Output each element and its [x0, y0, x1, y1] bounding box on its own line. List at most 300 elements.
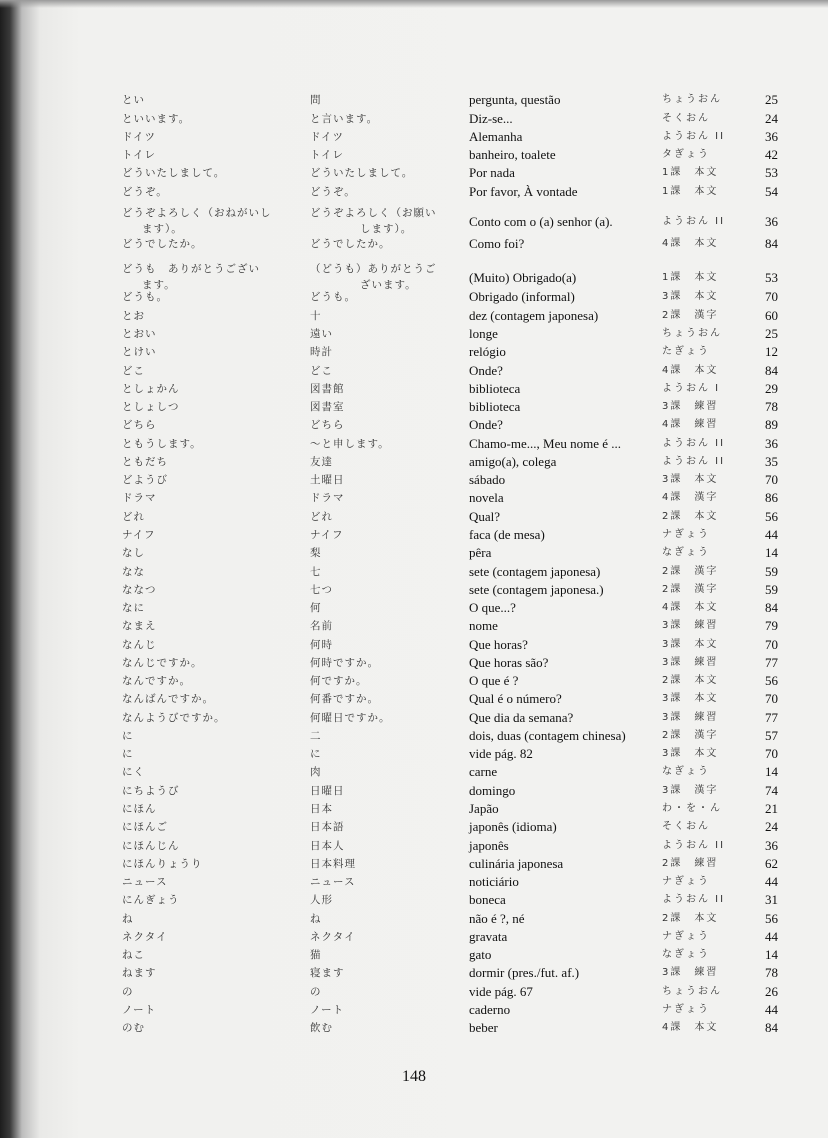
glossary-row: [0, 417, 828, 435]
kana-reading: にく: [122, 766, 145, 778]
kanji-writing: どうぞよろしく（お願い します）。: [310, 207, 437, 235]
kana-reading: ななつ: [122, 584, 157, 596]
kana-reading: なに: [122, 602, 145, 614]
glossary-row: [0, 892, 828, 910]
kana-reading: に: [122, 730, 134, 742]
glossary-row: [0, 436, 828, 454]
reference-page: 44: [765, 929, 778, 944]
reference-page: 35: [765, 454, 778, 469]
glossary-row: [0, 783, 828, 801]
kanji-writing: 七: [310, 566, 322, 578]
kana-reading: どうぞ。: [122, 186, 168, 198]
portuguese-meaning: dois, duas (contagem chinesa): [469, 728, 626, 743]
reference-page: 29: [765, 381, 778, 396]
kanji-writing: どうでしたか。: [310, 238, 391, 250]
portuguese-meaning: Diz-se...: [469, 111, 513, 126]
kanji-writing: の: [310, 986, 322, 998]
kana-reading: どういたしまして。: [122, 167, 226, 179]
kanji-writing: 何時: [310, 639, 333, 651]
reference-page: 60: [765, 308, 778, 323]
glossary-row: [0, 637, 828, 655]
portuguese-meaning: japonês: [469, 838, 509, 853]
portuguese-meaning: relógio: [469, 344, 506, 359]
kanji-writing: ナイフ: [310, 529, 344, 541]
glossary-row: [0, 205, 828, 235]
reference-page: 14: [765, 947, 778, 962]
kanji-writing: 猫: [310, 949, 322, 961]
glossary-row: [0, 984, 828, 1002]
kanji-writing: 遠い: [310, 328, 333, 340]
lesson-reference: 3課 本文: [662, 291, 719, 302]
glossary-row: [0, 289, 828, 307]
kana-reading: とおい: [122, 328, 157, 340]
reference-page: 36: [765, 129, 778, 144]
kana-reading: どうぞよろしく（おねがいし ます）。: [122, 207, 272, 235]
lesson-reference: ようおん II: [662, 894, 726, 905]
lesson-reference: ナぎょう: [662, 931, 710, 942]
reference-page: 70: [765, 289, 778, 304]
kana-reading: の: [122, 986, 134, 998]
reference-page: 70: [765, 637, 778, 652]
lesson-reference: 2課 漢字: [662, 584, 719, 595]
lesson-reference: 4課 本文: [662, 238, 719, 249]
kana-reading: のむ: [122, 1022, 145, 1034]
portuguese-meaning: carne: [469, 764, 498, 779]
lesson-reference: 2課 漢字: [662, 566, 719, 577]
kanji-writing: 名前: [310, 620, 333, 632]
lesson-reference: 3課 本文: [662, 639, 719, 650]
kanji-writing: 二: [310, 730, 322, 742]
reference-page: 77: [765, 710, 778, 725]
portuguese-meaning: boneca: [469, 892, 506, 907]
lesson-reference: 4課 漢字: [662, 492, 719, 503]
glossary-row: [0, 655, 828, 673]
lesson-reference: ようおん II: [662, 216, 726, 227]
kana-reading: なんようびですか。: [122, 712, 226, 724]
lesson-reference: なぎょう: [662, 766, 710, 777]
kanji-writing: 土曜日: [310, 474, 345, 486]
lesson-reference: 3課 練習: [662, 401, 719, 412]
lesson-reference: わ・を・ん: [662, 803, 722, 814]
lesson-reference: なぎょう: [662, 547, 710, 558]
lesson-reference: 4課 本文: [662, 365, 719, 376]
kana-reading: とけい: [122, 346, 157, 358]
lesson-reference: 1課 本文: [662, 186, 719, 197]
lesson-reference: なぎょう: [662, 949, 710, 960]
portuguese-meaning: dormir (pres./fut. af.): [469, 965, 580, 980]
glossary-row: [0, 545, 828, 563]
lesson-reference: 1課 本文: [662, 167, 719, 178]
kana-reading: なな: [122, 566, 145, 578]
lesson-reference: 4課 練習: [662, 419, 719, 430]
lesson-reference: 2課 本文: [662, 511, 719, 522]
portuguese-meaning: japonês (idioma): [469, 819, 557, 834]
reference-page: 25: [765, 326, 778, 341]
kana-reading: ネクタイ: [122, 931, 168, 943]
kana-reading: にちようび: [122, 785, 180, 797]
lesson-reference: ようおん II: [662, 456, 726, 467]
kana-reading: にほん: [122, 803, 157, 815]
reference-page: 59: [765, 582, 778, 597]
glossary-row: [0, 454, 828, 472]
kanji-writing: 梨: [310, 547, 322, 559]
reference-page: 70: [765, 691, 778, 706]
portuguese-meaning: Que horas são?: [469, 655, 549, 670]
kana-reading: なまえ: [122, 620, 157, 632]
reference-page: 26: [765, 984, 778, 999]
glossary-row: [0, 819, 828, 837]
lesson-reference: ナぎょう: [662, 876, 710, 887]
kana-reading: なんじ: [122, 639, 157, 651]
portuguese-meaning: banheiro, toalete: [469, 147, 556, 162]
glossary-row: [0, 764, 828, 782]
kanji-writing: ネクタイ: [310, 931, 356, 943]
glossary-row: [0, 1002, 828, 1020]
kana-reading: なし: [122, 547, 145, 559]
kanji-writing: 飲む: [310, 1022, 333, 1034]
kanji-writing: どうも。: [310, 291, 356, 303]
kana-reading: トイレ: [122, 149, 156, 161]
kanji-writing: トイレ: [310, 149, 344, 161]
lesson-reference: 2課 漢字: [662, 730, 719, 741]
glossary-row: [0, 527, 828, 545]
lesson-reference: 3課 本文: [662, 748, 719, 759]
glossary-row: [0, 363, 828, 381]
kana-reading: どちら: [122, 419, 157, 431]
glossary-row: [0, 261, 828, 291]
portuguese-meaning: nome: [469, 618, 498, 633]
kana-reading: どうも。: [122, 291, 168, 303]
glossary-row: [0, 308, 828, 326]
kanji-writing: 問: [310, 94, 322, 106]
reference-page: 70: [765, 746, 778, 761]
portuguese-meaning: novela: [469, 490, 504, 505]
portuguese-meaning: não é ?, né: [469, 911, 525, 926]
reference-page: 74: [765, 783, 778, 798]
kana-reading: なんですか。: [122, 675, 191, 687]
kanji-writing: 肉: [310, 766, 322, 778]
portuguese-meaning: Que horas?: [469, 637, 528, 652]
glossary-row: [0, 165, 828, 183]
glossary-row: [0, 801, 828, 819]
glossary-row: [0, 582, 828, 600]
reference-page: 56: [765, 673, 778, 688]
portuguese-meaning: Alemanha: [469, 129, 523, 144]
glossary-row: [0, 1020, 828, 1038]
lesson-reference: 3課 本文: [662, 693, 719, 704]
kanji-writing: 時計: [310, 346, 333, 358]
kanji-writing: 寝ます: [310, 967, 345, 979]
portuguese-meaning: faca (de mesa): [469, 527, 545, 542]
portuguese-meaning: dez (contagem japonesa): [469, 308, 599, 323]
lesson-reference: ようおん II: [662, 438, 726, 449]
reference-page: 21: [765, 801, 778, 816]
portuguese-meaning: noticiário: [469, 874, 519, 889]
glossary-row: [0, 111, 828, 129]
kanji-writing: ドラマ: [310, 492, 345, 504]
kanji-writing: どれ: [310, 511, 333, 523]
reference-page: 84: [765, 236, 778, 251]
reference-page: 70: [765, 472, 778, 487]
reference-page: 62: [765, 856, 778, 871]
glossary-row: [0, 838, 828, 856]
glossary-row: [0, 965, 828, 983]
portuguese-meaning: vide pág. 67: [469, 984, 533, 999]
portuguese-meaning: sábado: [469, 472, 506, 487]
kanji-writing: ね: [310, 913, 322, 925]
reference-page: 77: [765, 655, 778, 670]
lesson-reference: 2課 漢字: [662, 310, 719, 321]
glossary-row: [0, 326, 828, 344]
glossary-row: [0, 490, 828, 508]
portuguese-meaning: biblioteca: [469, 381, 521, 396]
reference-page: 44: [765, 527, 778, 542]
portuguese-meaning: O que é ?: [469, 673, 519, 688]
reference-page: 84: [765, 363, 778, 378]
kanji-writing: 図書室: [310, 401, 345, 413]
glossary-row: [0, 673, 828, 691]
reference-page: 25: [765, 92, 778, 107]
lesson-reference: 3課 練習: [662, 712, 719, 723]
reference-page: 53: [765, 165, 778, 180]
portuguese-meaning: sete (contagem japonesa): [469, 564, 601, 579]
kanji-writing: 何曜日ですか。: [310, 712, 391, 724]
kana-reading: としょかん: [122, 383, 180, 395]
kana-reading: ノート: [122, 1004, 157, 1016]
portuguese-meaning: biblioteca: [469, 399, 521, 414]
reference-page: 44: [765, 1002, 778, 1017]
reference-page: 36: [765, 436, 778, 451]
kanji-writing: どこ: [310, 365, 333, 377]
lesson-reference: ようおん I: [662, 383, 721, 394]
kanji-writing: 友達: [310, 456, 333, 468]
glossary-row: [0, 746, 828, 764]
kana-reading: ドイツ: [122, 131, 156, 143]
lesson-reference: 3課 漢字: [662, 785, 719, 796]
kanji-writing: ドイツ: [310, 131, 344, 143]
kanji-writing: ノート: [310, 1004, 345, 1016]
portuguese-meaning: amigo(a), colega: [469, 454, 557, 469]
kanji-writing: ニュース: [310, 876, 356, 888]
lesson-reference: 2課 本文: [662, 913, 719, 924]
glossary-row: [0, 381, 828, 399]
kana-reading: ともうします。: [122, 438, 202, 450]
portuguese-meaning: Qual?: [469, 509, 501, 524]
reference-page: 53: [765, 270, 778, 285]
glossary-row: [0, 236, 828, 254]
kanji-writing: ～と申します。: [310, 438, 390, 450]
glossary-row: [0, 728, 828, 746]
kana-reading: ナイフ: [122, 529, 156, 541]
glossary-row: [0, 509, 828, 527]
kana-reading: ね: [122, 913, 134, 925]
kanji-writing: 何ですか。: [310, 675, 368, 687]
portuguese-meaning: Onde?: [469, 417, 503, 432]
reference-page: 79: [765, 618, 778, 633]
glossary-row: [0, 399, 828, 417]
kana-reading: どうも ありがとうござい ます。: [122, 263, 260, 291]
kana-reading: どこ: [122, 365, 145, 377]
kanji-writing: 七つ: [310, 584, 333, 596]
portuguese-meaning: domingo: [469, 783, 516, 798]
portuguese-meaning: caderno: [469, 1002, 511, 1017]
kana-reading: といいます。: [122, 113, 191, 125]
glossary-row: [0, 618, 828, 636]
lesson-reference: ようおん II: [662, 840, 726, 851]
kanji-writing: 十: [310, 310, 322, 322]
kana-reading: にんぎょう: [122, 894, 180, 906]
glossary-row: [0, 874, 828, 892]
portuguese-meaning: Chamo-me..., Meu nome é ...: [469, 436, 621, 451]
portuguese-meaning: Japão: [469, 801, 499, 816]
lesson-reference: ちょうおん: [662, 94, 722, 105]
reference-page: 84: [765, 1020, 778, 1035]
glossary-row: [0, 929, 828, 947]
lesson-reference: ちょうおん: [662, 328, 722, 339]
kanji-writing: と言います。: [310, 113, 379, 125]
lesson-reference: 4課 本文: [662, 1022, 719, 1033]
lesson-reference: ナぎょう: [662, 529, 710, 540]
lesson-reference: 4課 本文: [662, 602, 719, 613]
lesson-reference: 3課 練習: [662, 967, 719, 978]
reference-page: 42: [765, 147, 778, 162]
reference-page: 44: [765, 874, 778, 889]
portuguese-meaning: Qual é o número?: [469, 691, 562, 706]
kana-reading: ねこ: [122, 949, 145, 961]
reference-page: 89: [765, 417, 778, 432]
kana-reading: ともだち: [122, 456, 168, 468]
glossary-row: [0, 564, 828, 582]
portuguese-meaning: beber: [469, 1020, 498, 1035]
kana-reading: どれ: [122, 511, 145, 523]
reference-page: 78: [765, 965, 778, 980]
glossary-row: [0, 947, 828, 965]
lesson-reference: タぎょう: [662, 149, 710, 160]
kanji-writing: どうぞ。: [310, 186, 356, 198]
portuguese-meaning: Conto com o (a) senhor (a).: [469, 214, 613, 229]
kana-reading: ニュース: [122, 876, 168, 888]
portuguese-meaning: Por nada: [469, 165, 515, 180]
kana-reading: なんじですか。: [122, 657, 203, 669]
kana-reading: にほんりょうり: [122, 858, 203, 870]
portuguese-meaning: sete (contagem japonesa.): [469, 582, 604, 597]
reference-page: 24: [765, 819, 778, 834]
page-number: 148: [402, 1068, 426, 1085]
kana-reading: ねます: [122, 967, 157, 979]
reference-page: 59: [765, 564, 778, 579]
portuguese-meaning: O que...?: [469, 600, 516, 615]
kanji-writing: 日本人: [310, 840, 345, 852]
glossary-row: [0, 856, 828, 874]
glossary-row: [0, 710, 828, 728]
portuguese-meaning: gravata: [469, 929, 508, 944]
portuguese-meaning: Obrigado (informal): [469, 289, 575, 304]
reference-page: 78: [765, 399, 778, 414]
kanji-writing: （どうも）ありがとうご ざいます。: [310, 263, 437, 291]
lesson-reference: そくおん: [662, 113, 710, 124]
kana-reading: にほんじん: [122, 840, 180, 852]
portuguese-meaning: (Muito) Obrigado(a): [469, 270, 577, 285]
portuguese-meaning: longe: [469, 326, 498, 341]
portuguese-meaning: pêra: [469, 545, 492, 560]
kanji-writing: に: [310, 748, 322, 760]
reference-page: 56: [765, 911, 778, 926]
kanji-writing: どういたしまして。: [310, 167, 414, 179]
portuguese-meaning: Onde?: [469, 363, 503, 378]
lesson-reference: たぎょう: [662, 346, 710, 357]
lesson-reference: 2課 練習: [662, 858, 719, 869]
lesson-reference: ナぎょう: [662, 1004, 710, 1015]
kana-reading: どようび: [122, 474, 168, 486]
kanji-writing: 日曜日: [310, 785, 345, 797]
reference-page: 24: [765, 111, 778, 126]
portuguese-meaning: Que dia da semana?: [469, 710, 574, 725]
kanji-writing: 日本: [310, 803, 333, 815]
reference-page: 14: [765, 764, 778, 779]
portuguese-meaning: pergunta, questão: [469, 92, 561, 107]
glossary-row: [0, 600, 828, 618]
portuguese-meaning: Por favor, À vontade: [469, 184, 578, 199]
kana-reading: としょしつ: [122, 401, 180, 413]
kanji-writing: 何: [310, 602, 322, 614]
kana-reading: どうでしたか。: [122, 238, 203, 250]
kanji-writing: 日本語: [310, 821, 345, 833]
reference-page: 54: [765, 184, 778, 199]
glossary-row: [0, 147, 828, 165]
lesson-reference: ちょうおん: [662, 986, 722, 997]
glossary-row: [0, 691, 828, 709]
reference-page: 36: [765, 838, 778, 853]
reference-page: 14: [765, 545, 778, 560]
lesson-reference: 3課 本文: [662, 474, 719, 485]
portuguese-meaning: gato: [469, 947, 492, 962]
kana-reading: なんばんですか。: [122, 693, 214, 705]
kanji-writing: どちら: [310, 419, 345, 431]
lesson-reference: 2課 本文: [662, 675, 719, 686]
lesson-reference: 1課 本文: [662, 272, 719, 283]
kana-reading: ドラマ: [122, 492, 157, 504]
reference-page: 36: [765, 214, 778, 229]
reference-page: 84: [765, 600, 778, 615]
portuguese-meaning: vide pág. 82: [469, 746, 533, 761]
kana-reading: に: [122, 748, 134, 760]
reference-page: 57: [765, 728, 778, 743]
kanji-writing: 日本料理: [310, 858, 356, 870]
kanji-writing: 人形: [310, 894, 333, 906]
glossary-row: [0, 911, 828, 929]
lesson-reference: 3課 練習: [662, 657, 719, 668]
reference-page: 86: [765, 490, 778, 505]
portuguese-meaning: culinária japonesa: [469, 856, 564, 871]
lesson-reference: そくおん: [662, 821, 710, 832]
kanji-writing: 図書館: [310, 383, 345, 395]
portuguese-meaning: Como foi?: [469, 236, 525, 251]
kana-reading: とい: [122, 94, 145, 106]
reference-page: 56: [765, 509, 778, 524]
lesson-reference: ようおん II: [662, 131, 726, 142]
lesson-reference: 3課 練習: [662, 620, 719, 631]
kanji-writing: 何番ですか。: [310, 693, 379, 705]
glossary-row: [0, 184, 828, 202]
kana-reading: とお: [122, 310, 145, 322]
reference-page: 12: [765, 344, 778, 359]
kanji-writing: 何時ですか。: [310, 657, 379, 669]
kana-reading: にほんご: [122, 821, 168, 833]
glossary-row: [0, 472, 828, 490]
glossary-row: [0, 344, 828, 362]
reference-page: 31: [765, 892, 778, 907]
glossary-row: [0, 92, 828, 110]
